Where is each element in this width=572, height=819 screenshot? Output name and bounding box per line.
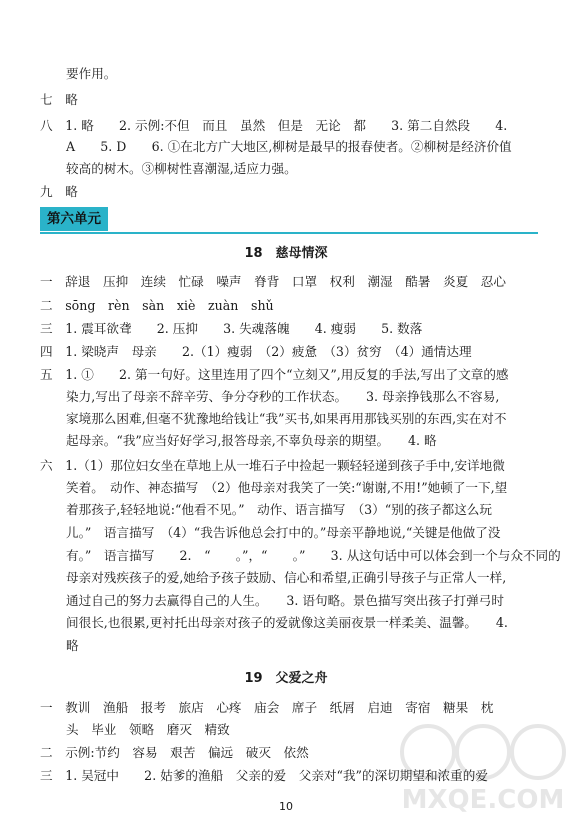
- text-line: 一 辞退 压抑 连续 忙碌 噪声 脊背 口罩 权利 潮湿 酷暑 炎夏 忍心: [40, 274, 506, 289]
- text-line: 五 1. ① 2. 第一句好。这里连用了四个“立刻又”,用反复的手法,写出了文章的感: [40, 367, 509, 382]
- text-line: A 5. D 6. ①在北方广大地区,柳树是最早的报春使者。②柳树是经济价值: [66, 139, 512, 154]
- text-line: 笑着。 动作、神态描写 （2）他母亲对我笑了一笑:“谢谢,不用!”她顿了一下,望: [66, 480, 508, 495]
- text-line: 四 1. 梁晓声 母亲 2.（1）瘦弱 （2）疲惫 （3）贫穷 （4）通情达理: [40, 344, 472, 359]
- text-line: 七 略: [40, 92, 78, 107]
- lesson-title: 18 慈母情深: [244, 246, 328, 261]
- text-line: 染力,写出了母亲不辞辛劳、争分夺秒的工作状态。 3. 母亲挣钱那么不容易,: [66, 389, 500, 404]
- page-number: 10: [279, 800, 293, 813]
- section-divider: [40, 232, 538, 234]
- text-line: 二 示例:节约 容易 艰苦 偏远 破灭 依然: [40, 745, 309, 760]
- text-line: 头 毕业 领略 磨灭 精致: [66, 722, 230, 737]
- text-line: 二 sōng rèn sàn xiè zuàn shǔ: [40, 298, 274, 313]
- text-line: 要作用。: [66, 66, 117, 81]
- text-line: 通过自己的努力去赢得自己的人生。 3. 语句略。景色描写突出孩子打弹弓时: [66, 593, 504, 608]
- text-line: 着那孩子,轻轻地说:“他看不见。” 动作、语言描写 （3）“别的孩子都这么玩: [66, 502, 492, 517]
- text-line: 儿。” 语言描写 （4）“我告诉他总会打中的。”母亲平静地说,“关键是他做了没: [66, 525, 501, 540]
- text-line: 起母亲。“我”应当好好学习,报答母亲,不辜负母亲的期望。 4. 略: [66, 433, 437, 448]
- text-line: 三 1. 震耳欲聋 2. 压抑 3. 失魂落魄 4. 瘦弱 5. 数落: [40, 321, 423, 336]
- section-badge: 第六单元: [40, 207, 108, 231]
- text-line: 家境那么困难,但毫不犹豫地给钱让“我”买书,如果再用那钱买别的东西,实在对不: [66, 411, 507, 426]
- text-line: 八 1. 略 2. 示例:不但 而且 虽然 但是 无论 都 3. 第二自然段 4.: [40, 118, 508, 133]
- svg-text:MXQE.COM: MXQE.COM: [401, 785, 565, 815]
- text-line: 六 1.（1）那位妇女坐在草地上从一堆石子中捡起一颗轻轻递到孩子手中,安详地微: [40, 458, 505, 473]
- text-line: 九 略: [40, 184, 78, 199]
- text-line: 略: [66, 638, 79, 653]
- text-line: 间很长,也很累,更衬托出母亲对孩子的爱就像这美丽夜景一样柔美、温馨。 4.: [66, 615, 508, 630]
- text-line: 三 1. 吴冠中 2. 姑爹的渔船 父亲的爱 父亲对“我”的深切期望和浓重的爱: [40, 768, 488, 783]
- text-line: 有。” 语言描写 2. “ 。”，“ 。” 3. 从这句话中可以体会到一个与众不同的: [66, 548, 561, 563]
- text-line: 较高的树木。③柳树性喜潮湿,适应力强。: [66, 161, 297, 176]
- lesson-title: 19 父爱之舟: [244, 671, 328, 686]
- text-line: 一 教训 渔船 报考 旅店 心疼 庙会 席子 纸屑 启迪 寄宿 糖果 枕: [40, 700, 494, 715]
- text-line: 母亲对残疾孩子的爱,她给予孩子鼓励、信心和希望,正确引导孩子与正常人一样,: [66, 570, 507, 585]
